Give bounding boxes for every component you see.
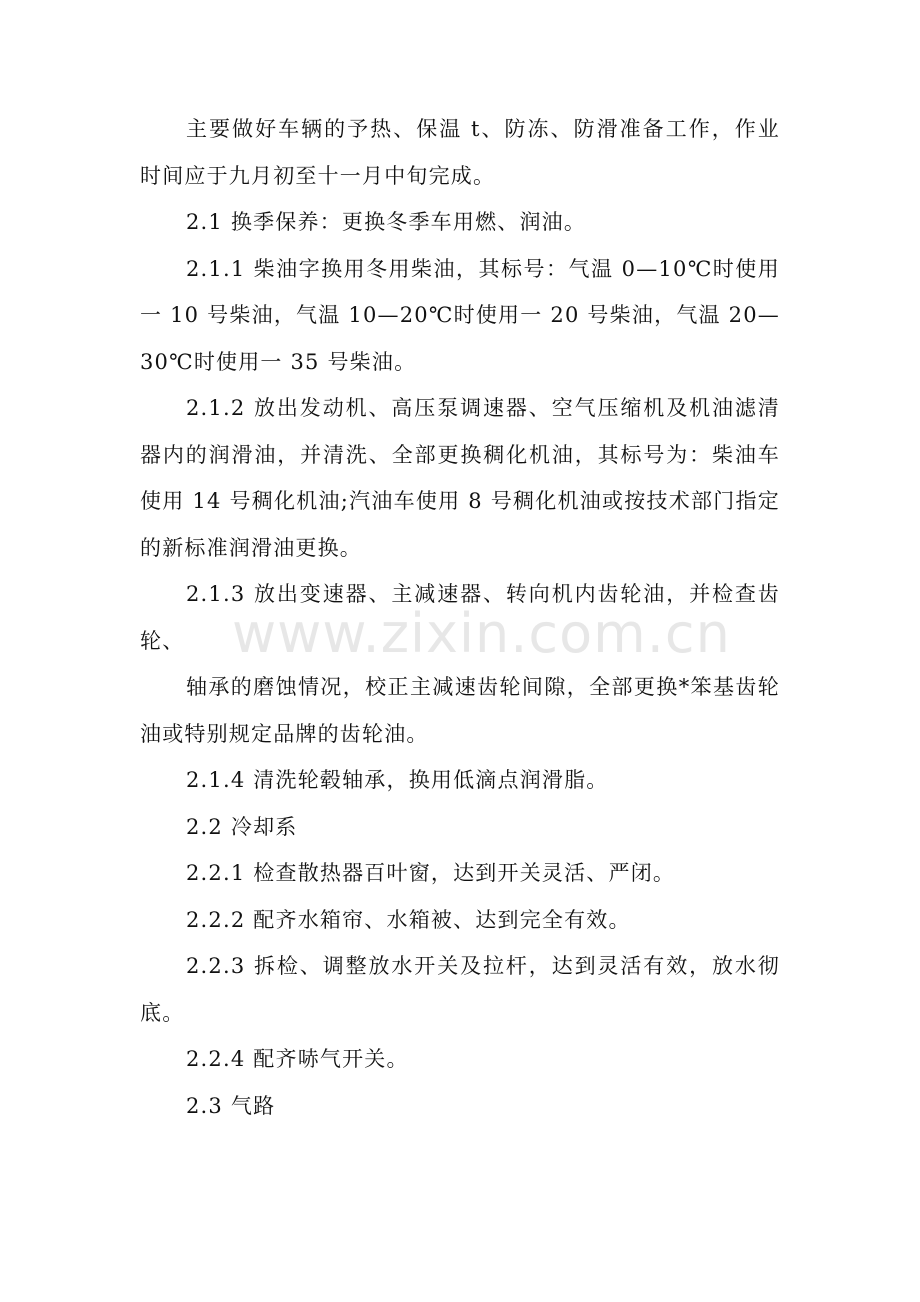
paragraph-2-1-3-continued: 轴承的磨蚀情况，校正主减速齿轮间隙，全部更换*笨基齿轮油或特别规定品牌的齿轮油。 — [140, 675, 780, 746]
heading-2-2: 2.2 冷却系 — [186, 814, 298, 839]
paragraph-2-1-4: 2.1.4 清洗轮毂轴承，换用低滴点润滑脂。 — [186, 768, 609, 792]
paragraph-2-1-2: 2.1.2 放出发动机、高压泵调速器、空气压缩机及机油滤清器内的润滑油，并清洗、全部更换稠化机油，其标号为：柴油车使用 14 号稠化机油;汽油车使用 8 号稠化机油或按技术部门指定的新标准润滑油更换。 — [140, 396, 780, 560]
paragraph-2-1-3: 2.1.3 放出变速器、主减速器、转向机内齿轮油，并检查齿轮、 — [140, 582, 780, 653]
paragraph-2-2-2: 2.2.2 配齐水箱帘、水箱被、达到完全有效。 — [186, 907, 631, 932]
paragraph-2-2-3: 2.2.3 拆检、调整放水开关及拉杆，达到灵活有效，放水彻底。 — [140, 954, 780, 1025]
watermark: www.zixin.com.cn — [232, 602, 731, 665]
paragraph-2-2-1: 2.2.1 检查散热器百叶窗，达到开关灵活、严闭。 — [186, 861, 676, 885]
paragraph-2-2-4: 2.2.4 配齐哧气开关。 — [186, 1047, 409, 1071]
document-body — [140, 106, 780, 1129]
paragraph-intro: 主要做好车辆的予热、保温 t、防冻、防滑准备工作，作业时间应于九月初至十一月中旬完成。 — [140, 117, 780, 188]
heading-2-3: 2.3 气路 — [186, 1093, 276, 1118]
paragraph-2-1-1: 2.1.1 柴油字换用冬用柴油，其标号：气温 0—10℃时使用一 10 号柴油，气温 10—20℃时使用一 20 号柴油，气温 20—30℃时使用一 35 号柴油。 — [140, 256, 780, 374]
paragraph-2-1: 2.1 换季保养：更换冬季车用燃、润油。 — [186, 210, 587, 234]
